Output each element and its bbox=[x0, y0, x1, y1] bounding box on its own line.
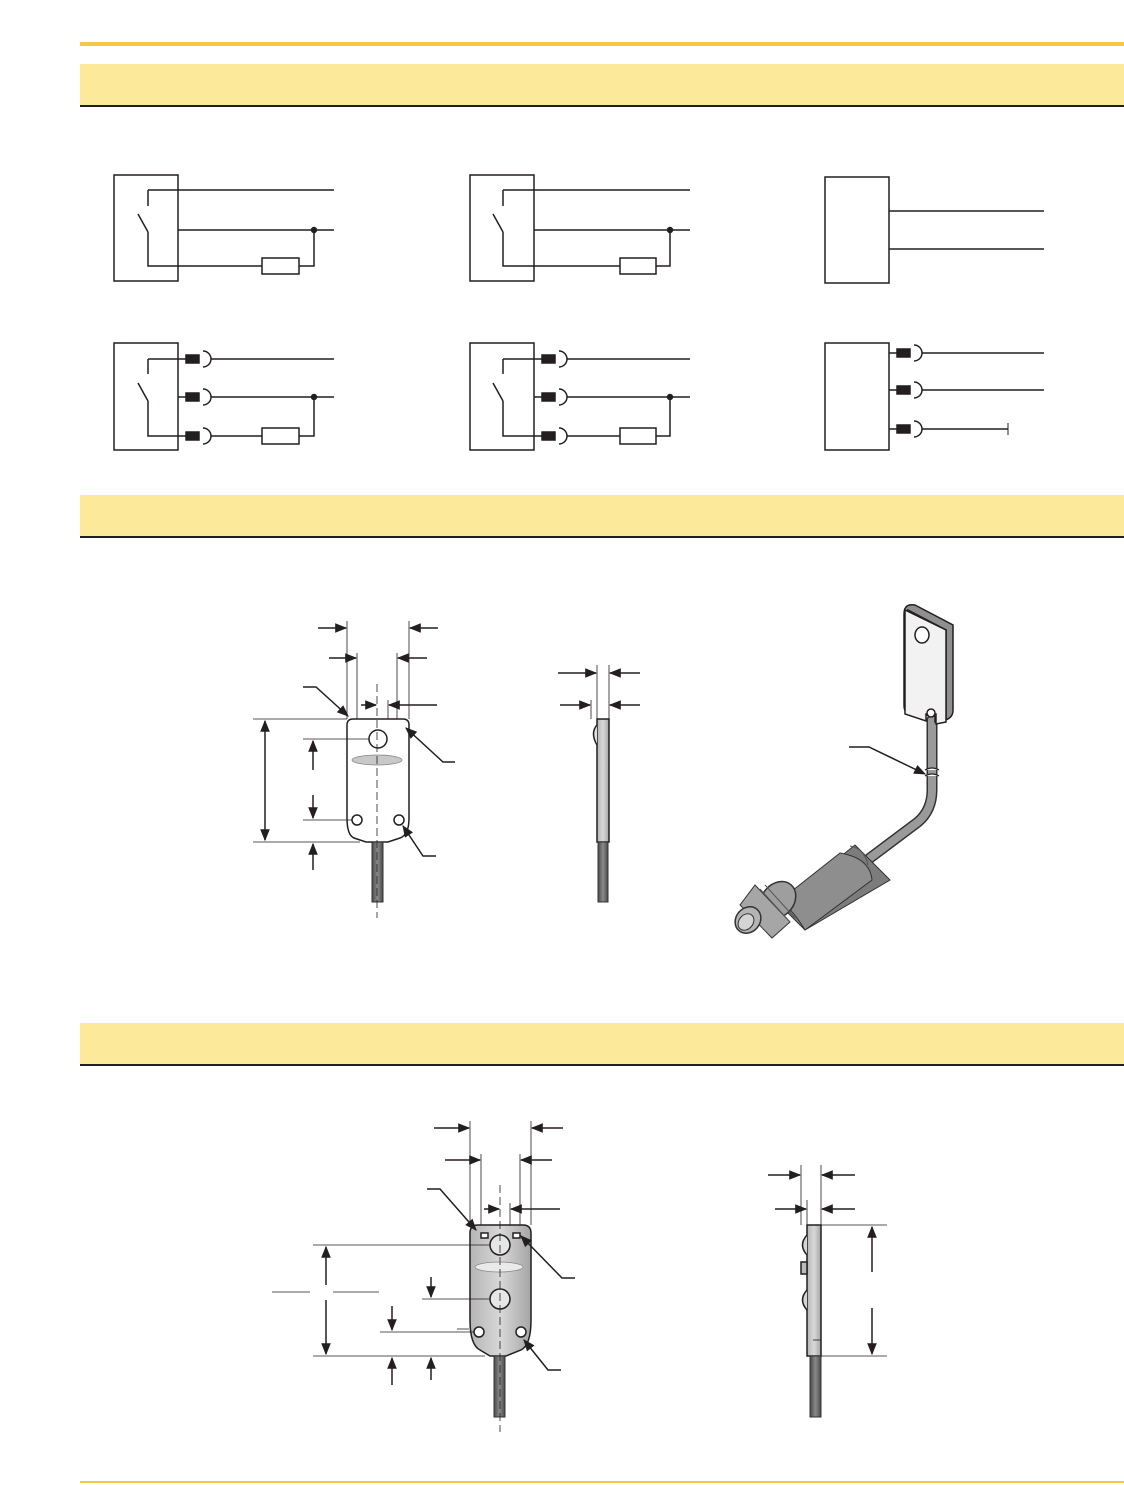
sensor1-front-view bbox=[253, 621, 455, 918]
sensor2-side-view bbox=[768, 1165, 887, 1417]
sensor1-side-view bbox=[558, 665, 640, 902]
sensor2-front-view bbox=[272, 1121, 575, 1432]
wiring-cable-no-diagram bbox=[470, 175, 690, 281]
wiring-qd-two-wire-diagram bbox=[825, 343, 1044, 450]
wiring-cable-two-wire-diagram bbox=[825, 177, 1044, 283]
wiring-qd-nc-diagram bbox=[114, 343, 334, 450]
wiring-cable-nc-diagram bbox=[114, 175, 334, 281]
wiring-qd-no-diagram bbox=[470, 343, 690, 450]
sensor1-isometric-view bbox=[730, 605, 953, 939]
